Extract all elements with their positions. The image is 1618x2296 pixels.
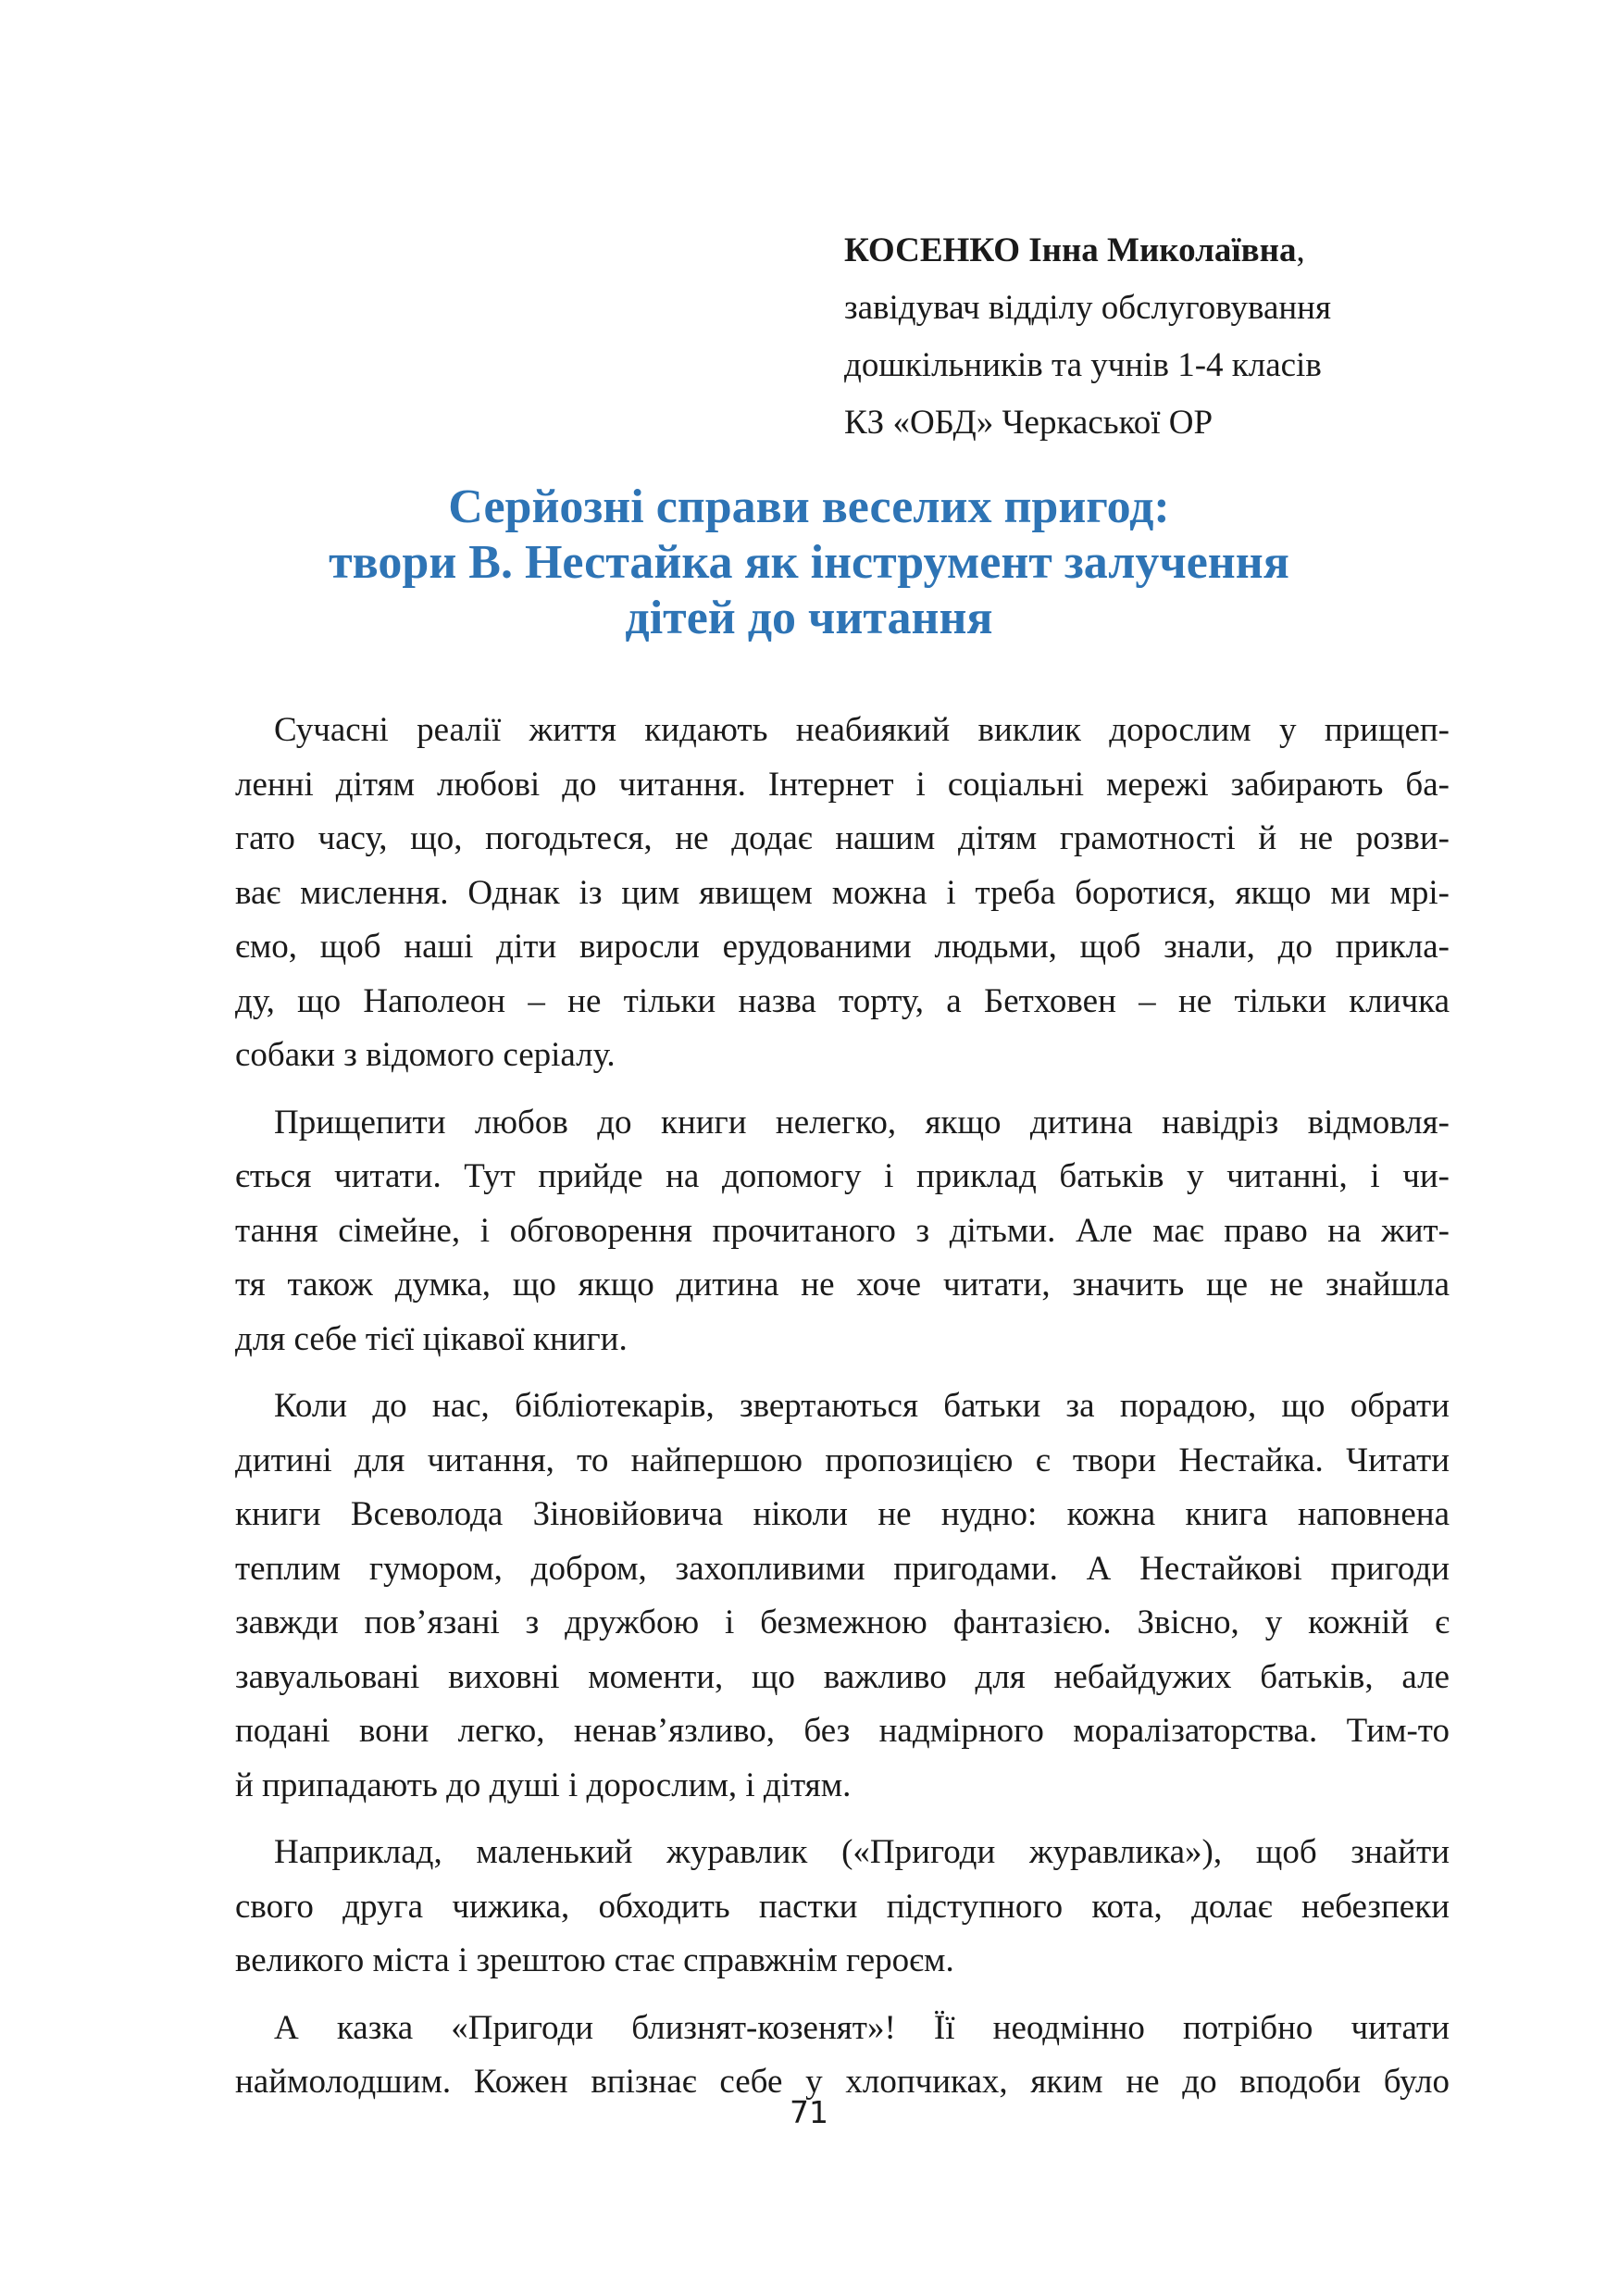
text-line: тання сімейне, і обговорення прочитаного з дітьми. Але має право на жит-	[235, 1211, 1450, 1250]
text-line: завуальовані виховні моменти, що важливо для небайдужих батьків, але	[235, 1657, 1450, 1696]
text-line: Сучасні реалії життя кидають неабиякий виклик дорослим у прищеп-	[274, 711, 1450, 749]
author-name-line	[844, 222, 1511, 280]
paragraph	[235, 704, 1450, 1083]
text-line: тя також думка, що якщо дитина не хоче читати, значить ще не знайшла	[235, 1266, 1450, 1304]
title-line: твори В. Нестайка як інструмент залучення	[329, 536, 1289, 589]
text-line: дитині для читання, то найпершою пропозицією є твори Нестайка. Читати	[235, 1441, 1450, 1479]
text-line: великого міста і зрештою стає справжнім героєм.	[235, 1941, 954, 1979]
title-line: дітей до читання	[625, 592, 993, 644]
text-line: книги Всеволода Зіновійовича ніколи не нудно: кожна книга наповнена	[235, 1495, 1450, 1533]
text-line: наймолодшим. Кожен впізнає себе у хлопчиках, яким не до вподоби було	[235, 2063, 1450, 2101]
paragraph	[235, 1096, 1450, 1367]
text-line: Прищепити любов до книги нелегко, якщо дитина навідріз відмовля-	[274, 1103, 1450, 1142]
text-line: ду, що Наполеон – не тільки назва торту, а Бетховен – не тільки кличка	[235, 981, 1450, 1020]
text-line: теплим гумором, добром, захопливими пригодами. А Нестайкові пригоди	[235, 1549, 1450, 1588]
article-title	[185, 480, 1433, 646]
text-line: Наприклад, маленький журавлик («Пригоди журавлика»), щоб знайти	[274, 1833, 1450, 1871]
author-name-suffix: ,	[1296, 231, 1305, 269]
author-affiliation-line: КЗ «ОБД» Черкаської ОР	[844, 404, 1214, 442]
text-line: завжди пов’язані з дружбою і безмежною фантазією. Звісно, у кожній є	[235, 1603, 1450, 1641]
paragraph	[235, 2002, 1450, 2110]
article-body	[235, 704, 1450, 2123]
text-line: гато часу, що, погодьтеся, не додає нашим дітям грамотності й не розви-	[235, 819, 1450, 857]
title-line: Серйозні справи веселих пригод:	[448, 480, 1170, 533]
text-line: ленні дітям любові до читання. Інтернет і соціальні мережі забирають ба-	[235, 765, 1450, 804]
text-line: А казка «Пригоди близнят-козенят»! Її неодмінно потрібно читати	[274, 2008, 1450, 2047]
page-number: 71	[790, 2094, 828, 2130]
author-block	[844, 222, 1511, 452]
text-line: для себе тієї цікавої книги.	[235, 1319, 628, 1358]
text-line: й припадають до душі і дорослим, і дітям.	[235, 1766, 852, 1804]
text-line: ває мислення. Однак із цим явищем можна і треба боротися, якщо ми мрі-	[235, 873, 1450, 912]
paragraph	[235, 1826, 1450, 1989]
text-line: ємо, щоб наші діти виросли ерудованими людьми, щоб знали, до прикла-	[235, 928, 1450, 966]
text-line: ється читати. Тут прийде на допомогу і приклад батьків у читанні, і чи-	[235, 1157, 1450, 1195]
author-position-line: завідувач відділу обслуговування	[844, 289, 1331, 327]
text-line: Коли до нас, бібліотекарів, звертаються батьки за порадою, що обрати	[274, 1387, 1450, 1425]
text-line: свого друга чижика, обходить пастки підступного кота, долає небезпеки	[235, 1887, 1450, 1926]
author-position-line: дошкільників та учнів 1-4 класів	[844, 346, 1322, 384]
text-line: собаки з відомого серіалу.	[235, 1036, 616, 1074]
author-name: КОСЕНКО Інна Миколаївна	[844, 231, 1297, 269]
text-line: подані вони легко, ненав’язливо, без надмірного моралізаторства. Тим-то	[235, 1712, 1450, 1750]
paragraph	[235, 1379, 1450, 1813]
